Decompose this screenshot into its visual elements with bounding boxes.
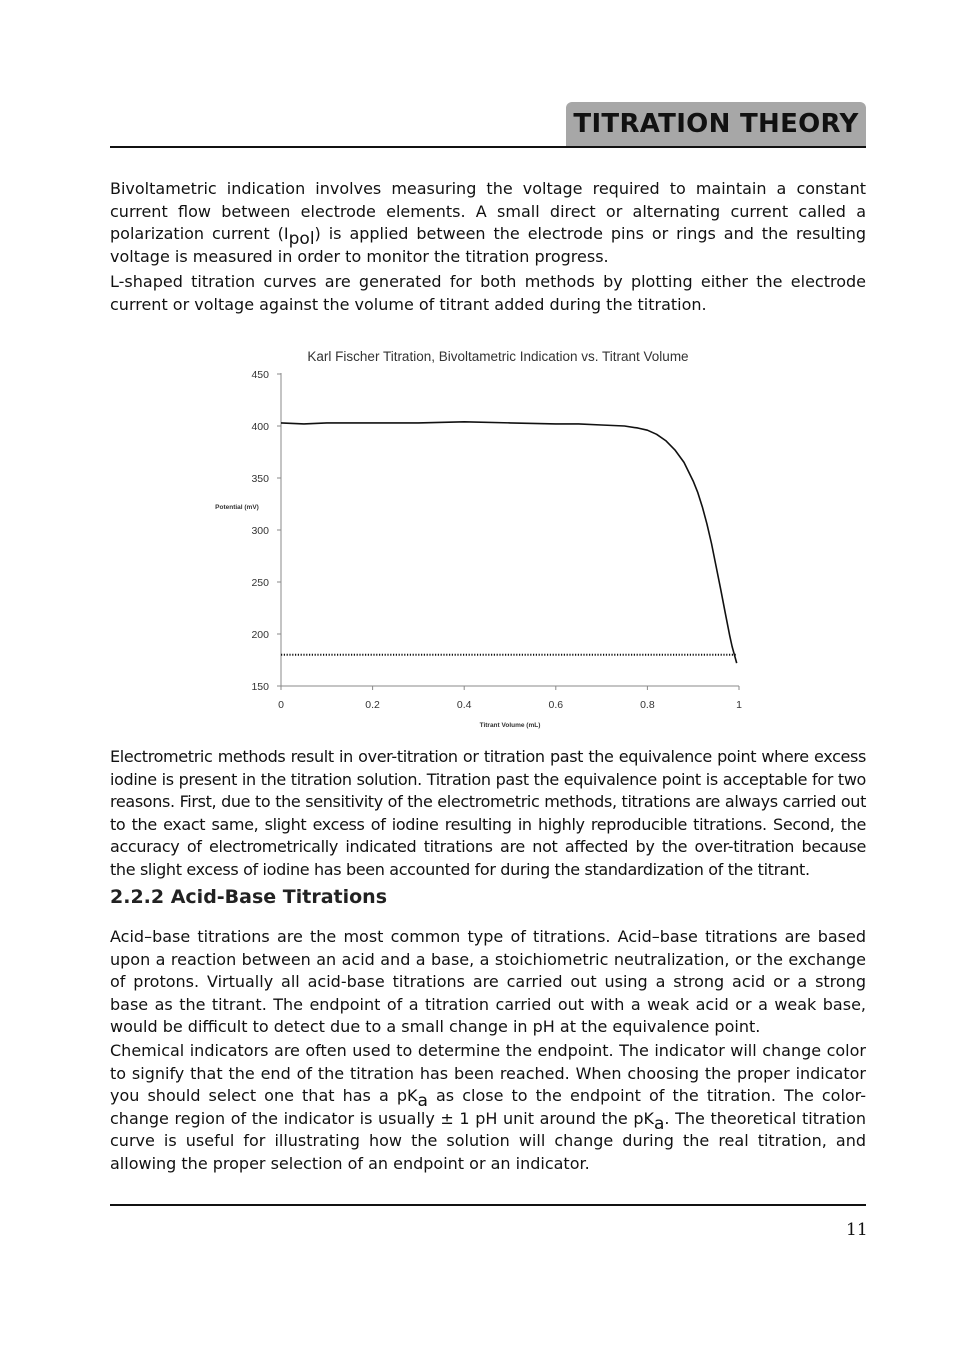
- y-tick-label: 450: [251, 369, 269, 381]
- x-tick-label: 0.2: [365, 699, 380, 711]
- acid-base-paragraph-2: [110, 1040, 866, 1175]
- footer-rule: [110, 1204, 866, 1206]
- intro-paragraph-2: L-shaped titration curves are generated for both methods by plotting either the electrode current or voltage against the volume of titrant added during the titration.: [110, 272, 866, 314]
- x-tick-label: 0.4: [456, 699, 472, 711]
- indicator-text-b: as close to the endpoint of the titration. The color-change region of the indicator is usually ± 1 pH unit around the pK: [110, 1086, 867, 1128]
- y-tick-label: 400: [251, 421, 269, 433]
- x-axis-label: Titrant Volume (mL): [479, 722, 541, 729]
- indicator-text-a: Chemical indicators are often used to determine the endpoint. The indicator will change color to signify that the end of the titration has been reached. When choosing the proper indicator you should select one that has a pK: [110, 1041, 866, 1105]
- pka-subscript-2: a: [654, 1113, 665, 1134]
- x-tick-label: 0.8: [640, 699, 655, 711]
- y-axis-label: Potential (mV): [215, 504, 259, 511]
- y-tick-label: 200: [251, 629, 269, 641]
- polarization-current-subscript: pol: [288, 229, 315, 249]
- potential-curve: [281, 422, 737, 663]
- section-heading: 2.2.2 Acid-Base Titrations: [110, 886, 388, 908]
- y-tick-label: 250: [251, 577, 269, 589]
- y-tick-label: 350: [251, 473, 269, 485]
- pka-subscript-1: a: [417, 1091, 428, 1111]
- x-tick-label: 0: [278, 699, 284, 711]
- section-header-title: TITRATION THEORY: [573, 109, 859, 139]
- y-tick-label: 300: [251, 525, 269, 537]
- acid-base-paragraph-1: Acid–base titrations are the most common type of titrations. Acid–base titrations are based upon a reaction between an acid and a base, a stoichiometric neutralization, or the exchange of protons. Virtually all acid-base titrations are carried out using a strong acid or a strong base as the titrant. The endpoint of a titration carried out with a weak acid or a weak base, would be difficult to detect due to a small change in pH at the equivalence point.: [110, 927, 866, 1036]
- x-tick-label: 0.6: [548, 699, 564, 711]
- intro-text-after: ) is applied between the electrode pins or rings and the resulting voltage is measured in order to monitor the titration progress.: [110, 224, 867, 266]
- chart-title: Karl Fischer Titration, Bivoltametric Indication vs. Titrant Volume: [307, 349, 689, 364]
- y-tick-label: 150: [251, 681, 269, 693]
- page-number: 11: [846, 1220, 868, 1240]
- electrometric-paragraph: Electrometric methods result in over-titration or titration past the equivalence point where excess iodine is present in the titration solution. Titration past the equivalence point is acceptable for two reasons. First, due to the sensitivity of the electrometric methods, titrations are always carried out to the exact same, slight excess of iodine resulting in highly reproducible titrations. Second, the accuracy of electrometrically indicated titrations are not affected by the over-titration because the slight excess of iodine has been accounted for during the standardization of the titrant.: [110, 747, 866, 879]
- y-ticks: [251, 369, 281, 693]
- x-tick-label: 1: [736, 699, 742, 711]
- chart-series: [281, 422, 737, 663]
- indicator-text-c: . The theoretical titration curve is useful for illustrating how the solution will change during the real titration, and allowing the proper selection of an endpoint or an indicator.: [110, 1108, 866, 1173]
- intro-text-before: Bivoltametric indication involves measuring the voltage required to maintain a constant current flow between electrode elements. A small direct or alternating current called a polarization current (I: [110, 179, 866, 243]
- x-ticks: [278, 686, 742, 711]
